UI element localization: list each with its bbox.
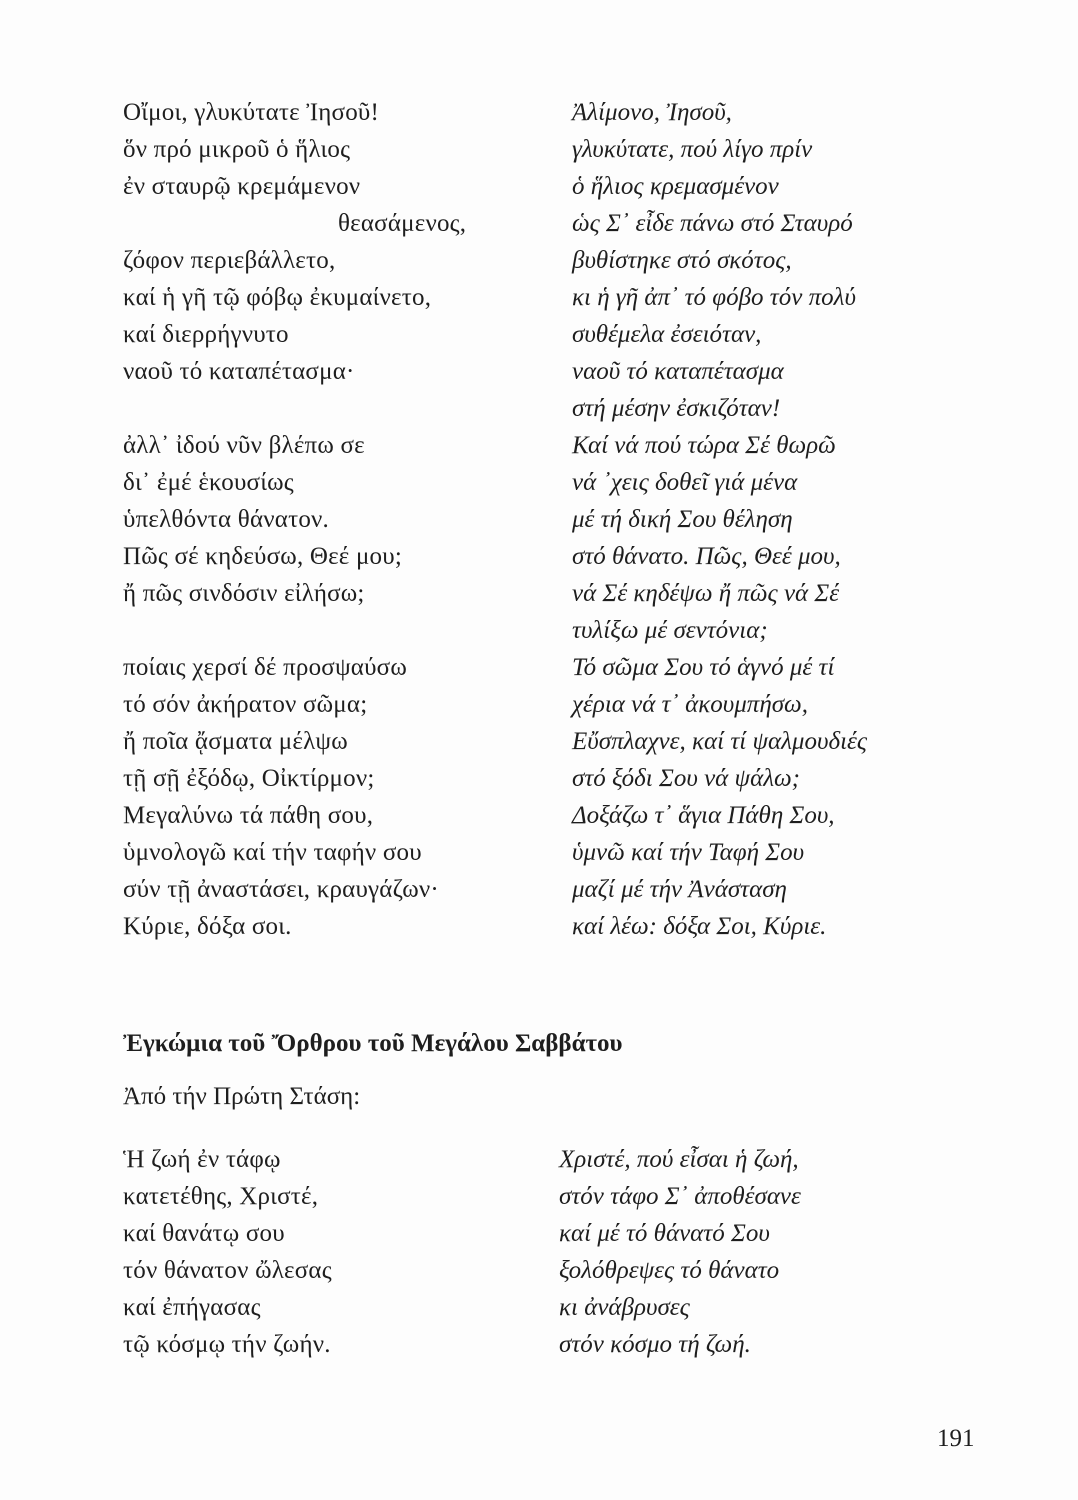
hymn-line: ναοῦ τό καταπέτασμα· [123, 358, 355, 385]
hymn-line: δι᾿ ἐμέ ἑκουσίως [123, 469, 294, 496]
hymn-line: τό σόν ἀκήρατον σῶμα; [123, 691, 368, 718]
translation-line: κι ἀνάβρυσες [559, 1294, 690, 1321]
translation-line: βυθίστηκε στό σκότος, [572, 247, 792, 274]
translation-line: Χριστέ, πού εἶσαι ἡ ζωή, [559, 1146, 799, 1173]
translation-line: χέρια νά τ᾿ ἀκουμπήσω, [572, 691, 808, 718]
hymn-original-column [123, 94, 543, 945]
hymn-line: καί διερρήγνυτο [123, 321, 289, 348]
hymn-line: ὅν πρό μικροῦ ὁ ἥλιος [123, 136, 351, 163]
translation-line: ὁ ἥλιος κρεμασμένον [572, 173, 779, 200]
section-subheading: Ἀπό τήν Πρώτη Στάση: [123, 1083, 361, 1110]
translation-line: καί λέω: δόξα Σοι, Κύριε. [572, 913, 827, 940]
translation-line: στόν τάφο Σ᾿ ἀποθέσανε [559, 1183, 801, 1210]
hymn-translation-column [572, 94, 1012, 945]
translation-line: καί μέ τό θάνατό Σου [559, 1220, 770, 1247]
hymn-line: σύν τῇ ἀναστάσει, κραυγάζων· [123, 876, 439, 903]
hymn-line: καί ἐπήγασας [123, 1294, 261, 1321]
hymn-line: ὑμνολογῶ καί τήν ταφήν σου [123, 839, 422, 866]
translation-line: νά ᾿χεις δοθεῖ γιά μένα [572, 469, 798, 496]
translation-line: μαζί μέ τήν Ἀνάσταση [572, 876, 787, 903]
translation-line: συθέμελα ἐσειόταν, [572, 321, 762, 348]
hymn-line: Οἴμοι, γλυκύτατε Ἰησοῦ! [123, 99, 380, 126]
translation-line: στό ξόδι Σου νά ψάλω; [572, 765, 801, 792]
hymn-line: τῷ κόσμῳ τήν ζωήν. [123, 1331, 331, 1358]
hymn-line: Κύριε, δόξα σοι. [123, 913, 292, 940]
hymn-line: Μεγαλύνω τά πάθη σου, [123, 802, 374, 829]
hymn-line: ἀλλ᾿ ἰδού νῦν βλέπω σε [123, 432, 365, 459]
translation-line: γλυκύτατε, πού λίγο πρίν [572, 136, 813, 163]
hymn-line: κατετέθης, Χριστέ, [123, 1183, 319, 1210]
hymn-line: ποίαις χερσί δέ προσψαύσω [123, 654, 408, 681]
translation-line: κι ἡ γῆ ἀπ᾿ τό φόβο τόν πολύ [572, 284, 856, 311]
translation-line: Τό σῶμα Σου τό ἁγνό μέ τί [572, 654, 835, 681]
translation-line: ὡς Σ᾿ εἶδε πάνω στό Σταυρό [572, 210, 853, 237]
page-number: 191 [937, 1425, 975, 1452]
translation-line: στή μέσην ἐσκιζόταν! [572, 395, 781, 422]
enkomia-original-column [123, 1141, 543, 1363]
hymn-line: ὑπελθόντα θάνατον. [123, 506, 329, 533]
translation-line: μέ τή δική Σου θέληση [572, 506, 793, 533]
stanza-gap [123, 612, 543, 649]
translation-line: Δοξάζω τ᾿ ἅγια Πάθη Σου, [572, 802, 835, 829]
hymn-line: ζόφον περιεβάλλετο, [123, 247, 336, 274]
translation-line: Εὔσπλαχνε, καί τί ψαλμουδιές [572, 728, 868, 755]
translation-line: Καί νά πού τώρα Σέ θωρῶ [572, 432, 836, 459]
stanza-gap [123, 390, 543, 427]
hymn-line: ἐν σταυρῷ κρεμάμενον [123, 173, 361, 200]
hymn-line: τόν θάνατον ὤλεσας [123, 1257, 332, 1284]
section-heading: Ἐγκώμια τοῦ Ὄρθρου τοῦ Μεγάλου Σαββάτου [123, 1030, 623, 1057]
hymn-line: καί θανάτῳ σου [123, 1220, 285, 1247]
translation-line: Ἀλίμονο, Ἰησοῦ, [572, 99, 732, 126]
translation-line: τυλίξω μέ σεντόνια; [572, 617, 768, 644]
enkomia-translation-column [559, 1141, 999, 1363]
translation-line: νά Σέ κηδέψω ἤ πῶς νά Σέ [572, 580, 840, 607]
translation-line: στό θάνατο. Πῶς, Θεέ μου, [572, 543, 841, 570]
translation-line: ὑμνῶ καί τήν Ταφή Σου [572, 839, 805, 866]
hymn-line: Πῶς σέ κηδεύσω, Θεέ μου; [123, 543, 402, 570]
hymn-line: Ἡ ζωή ἐν τάφῳ [123, 1146, 281, 1173]
hymn-line: καί ἡ γῆ τῷ φόβῳ ἐκυμαίνετο, [123, 284, 432, 311]
hymn-line: τῇ σῇ ἐξόδῳ, Οἰκτίρμον; [123, 765, 375, 792]
hymn-line: ἤ ποῖα ᾄσματα μέλψω [123, 728, 348, 755]
translation-line: στόν κόσμο τή ζωή. [559, 1331, 751, 1358]
hymn-line: ἤ πῶς σινδόσιν εἰλήσω; [123, 580, 365, 607]
hymn-line: θεασάμενος, [338, 210, 467, 237]
translation-line: ξολόθρεψες τό θάνατο [559, 1257, 780, 1284]
translation-line: ναοῦ τό καταπέτασμα [572, 358, 784, 385]
